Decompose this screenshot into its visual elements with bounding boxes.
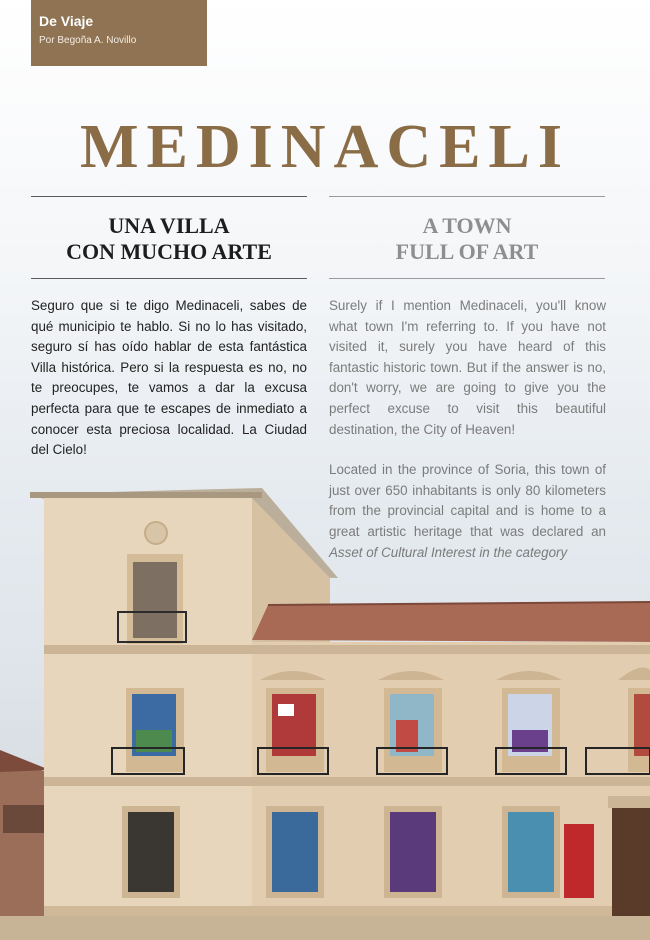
subtitle-en-line1: A TOWN [422, 213, 512, 238]
section-title: De Viaje [39, 13, 94, 29]
body-en-paragraph-1: Surely if I mention Medinaceli, you'll know what town I'm referring to. If you have not visited it, surely you have heard of this fantastic historic town. But if the answer is no, don't worry, we are going to give you the perfect excuse to visit this beautiful destination, the City of Heaven! [329, 298, 606, 437]
subtitle-spanish [31, 213, 307, 265]
divider-es-top [31, 196, 307, 197]
body-en-p2-text: Located in the province of Soria, this town of just over 650 inhabitants is only 80 kilometers from the provincial capital and is home to a great artistic heritage that was declared an [329, 462, 606, 539]
subtitle-es-line1: UNA VILLA [108, 213, 230, 238]
palace-facade-photo [0, 480, 650, 940]
subtitle-es-line2: CON MUCHO ARTE [66, 239, 272, 264]
divider-es-bottom [31, 278, 307, 279]
section-tag [31, 0, 207, 66]
divider-en-top [329, 196, 605, 197]
subtitle-english [329, 213, 605, 265]
author-byline: Por Begoña A. Novillo [39, 35, 137, 46]
body-text-spanish: Seguro que si te digo Medinaceli, sabes de qué municipio te hablo. Si no lo has visitado, seguro sí has oído hablar de esta fantástica Villa histórica. Pero si la respuesta es no, no te preocupes, te vamos a dar la excusa perfecta para que te escapes de inmediato a conocer esta preciosa localidad. La Ciudad del Cielo! [31, 298, 307, 458]
subtitle-en-line2: FULL OF ART [395, 239, 539, 264]
page-title: MEDINACELI [80, 113, 570, 181]
divider-en-bottom [329, 278, 605, 279]
body-en-p2-emphasis: Asset of Cultural Interest in the category [329, 544, 568, 560]
